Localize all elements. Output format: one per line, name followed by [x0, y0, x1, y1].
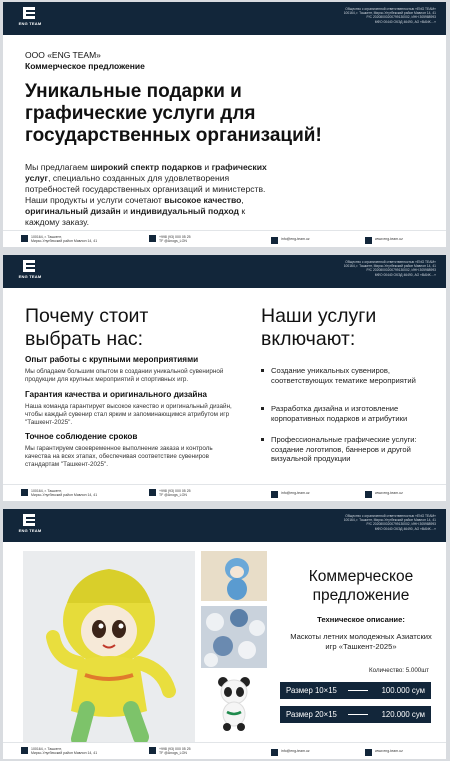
location-icon	[21, 489, 28, 496]
footer-address: 100164, г. Ташкент, Мирзо-Улугбекский район Мавлон 14, 41	[21, 235, 97, 244]
logo-mark-icon	[23, 260, 35, 272]
price-divider	[348, 714, 368, 715]
product-description: Маскоты летних молодежных Азиатских игр «Ташкент-2025»	[290, 632, 432, 651]
company-logo	[18, 260, 42, 282]
reason-text: Мы гарантируем своевременное выполнение заказа и контроль качества на всех этапах, обеспечивая соответствие сувениров стандартам "Ташкент-2025".	[25, 445, 213, 468]
footer-address: 100164, г. Ташкент, Мирзо-Улугбекский район Мавлон 14, 41	[21, 747, 97, 756]
price-value: 120.000 сум	[381, 710, 425, 719]
slide-footer	[3, 742, 446, 759]
mascot-photo-group	[201, 606, 267, 668]
price-row	[280, 706, 431, 723]
phone-icon	[149, 747, 156, 754]
header-requisites: Общество с ограниченной ответственностью «ENG TEAM» 100164, г. Ташкент, Мирзо-Улугбекский район Мавлон 14, 41 Р/С 20208000200799130002, ИНН 305988993 МФО 00440 ОКЭД 46490, АО «BANK…»	[343, 514, 436, 531]
footer-site[interactable]: www.eng-team.uz	[365, 491, 403, 498]
logo-mark-icon	[23, 514, 35, 526]
globe-icon	[365, 491, 372, 498]
slide-header	[3, 255, 446, 288]
footer-phones: +998 (93) 000 05 25 TF @Anogs_LON	[149, 489, 191, 498]
footer-address: 100164, г. Ташкент, Мирзо-Улугбекский район Мавлон 14, 41	[21, 489, 97, 498]
price-row	[280, 682, 431, 699]
slide-header	[3, 2, 446, 35]
header-requisites: Общество с ограниченной ответственностью «ENG TEAM» 100164, г. Ташкент, Мирзо-Улугбекский район Мавлон 14, 41 Р/С 20208000200799130002, ИНН 305988993 МФО 00440 ОКЭД 46490, АО «BANK…»	[343, 260, 436, 277]
intro-paragraph	[25, 162, 275, 228]
document-kind: Коммерческое предложение	[25, 61, 145, 71]
slide-intro	[3, 2, 446, 247]
price-value: 100.000 сум	[381, 686, 425, 695]
slide-footer	[3, 230, 446, 247]
footer-site[interactable]: www.eng-team.uz	[365, 237, 403, 244]
location-icon	[21, 235, 28, 242]
globe-icon	[365, 237, 372, 244]
mascot-panda-illustration	[201, 672, 267, 734]
body-text: ,	[241, 195, 244, 205]
mascot-blue-illustration	[201, 551, 267, 601]
logo-text: ENG TEAM	[18, 528, 42, 533]
header-requisites: Общество с ограниченной ответственностью «ENG TEAM» 100164, г. Ташкент, Мирзо-Улугбекский район Мавлон 14, 41 Р/С 20208000200799130002, ИНН 305988993 МФО 00440 ОКЭД 46490, АО «BANK…»	[343, 7, 436, 24]
footer-site[interactable]: www.eng-team.uz	[365, 749, 403, 756]
tech-description-label: Техническое описание:	[317, 615, 405, 624]
footer-email[interactable]: info@eng-team.uz	[271, 749, 310, 756]
mascot-group-illustration	[201, 606, 267, 668]
emphasis-text: индивидуальный подход	[130, 206, 239, 216]
company-name: ООО «ENG TEAM»	[25, 50, 101, 60]
slide-title: Уникальные подарки и графические услуги для государственных организаций!	[25, 81, 322, 146]
body-text: и	[120, 206, 131, 216]
bullet-icon	[261, 407, 264, 410]
reason-title: Гарантия качества и оригинального дизайна	[25, 390, 207, 399]
price-size: Размер 20×15	[286, 710, 337, 719]
emphasis-text: высокое качество	[164, 195, 242, 205]
service-item: Профессиональные графические услуги: создание логотипов, баннеров и другой визуальной продукции	[261, 435, 431, 464]
slide-footer	[3, 484, 446, 501]
body-text: Мы предлагаем	[25, 162, 91, 172]
phone-icon	[149, 235, 156, 242]
mail-icon	[271, 237, 278, 244]
footer-email[interactable]: info@eng-team.uz	[271, 491, 310, 498]
services-title: Наши услуги включают:	[261, 305, 377, 350]
logo-text: ENG TEAM	[18, 21, 42, 26]
mascot-photo	[23, 551, 195, 751]
reason-title: Опыт работы с крупными мероприятиями	[25, 355, 199, 364]
mail-icon	[271, 491, 278, 498]
price-divider	[348, 690, 368, 691]
body-text: , специально созданных для удовлетворения потребностей государственных организаций и министерств. Наши продукты и услуги сочетают	[25, 173, 266, 205]
emphasis-text: оригинальный дизайн	[25, 206, 121, 216]
logo-mark-icon	[23, 7, 35, 19]
slide-why-us	[3, 255, 446, 501]
footer-phones: +998 (93) 000 05 25 TF @Anogs_LON	[149, 747, 191, 756]
globe-icon	[365, 749, 372, 756]
mascot-illustration	[23, 551, 195, 751]
reason-title: Точное соблюдение сроков	[25, 432, 138, 441]
price-size: Размер 10×15	[286, 686, 337, 695]
bullet-icon	[261, 369, 264, 372]
footer-phones: +998 (93) 000 05 25 TF @Anogs_LON	[149, 235, 191, 244]
company-logo	[18, 514, 42, 536]
service-item: Создание уникальных сувениров, соответствующих тематике мероприятий	[261, 366, 431, 385]
reason-text: Наша команда гарантирует высокое качество и оригинальный дизайн, чтобы каждый сувенир стал ярким и запоминающимся атрибутом игр "Ташкент-2025".	[25, 403, 232, 426]
company-logo	[18, 7, 42, 29]
offer-title: Коммерческое предложение	[308, 568, 414, 604]
logo-text: ENG TEAM	[18, 274, 42, 279]
body-text: и	[202, 162, 212, 172]
mascot-photo-panda	[201, 672, 267, 734]
footer-email[interactable]: info@eng-team.uz	[271, 237, 310, 244]
why-us-title: Почему стоит выбрать нас:	[25, 305, 149, 350]
emphasis-text: широкий спектр подарков	[90, 162, 202, 172]
body-text: к каждому заказу.	[25, 206, 246, 227]
slide-offer	[3, 509, 446, 759]
mascot-photo-blue	[201, 551, 267, 601]
mail-icon	[271, 749, 278, 756]
reason-text: Мы обладаем большим опытом в создании уникальной сувенирной продукции для крупных мероприятий и спортивных игр.	[25, 368, 224, 383]
location-icon	[21, 747, 28, 754]
service-item: Разработка дизайна и изготовление корпоративных подарков и атрибутики	[261, 404, 431, 423]
phone-icon	[149, 489, 156, 496]
emphasis-text: графических услуг	[25, 162, 267, 183]
slide-header	[3, 509, 446, 542]
bullet-icon	[261, 438, 264, 441]
quantity: Количество: 5.000шт	[369, 667, 429, 674]
